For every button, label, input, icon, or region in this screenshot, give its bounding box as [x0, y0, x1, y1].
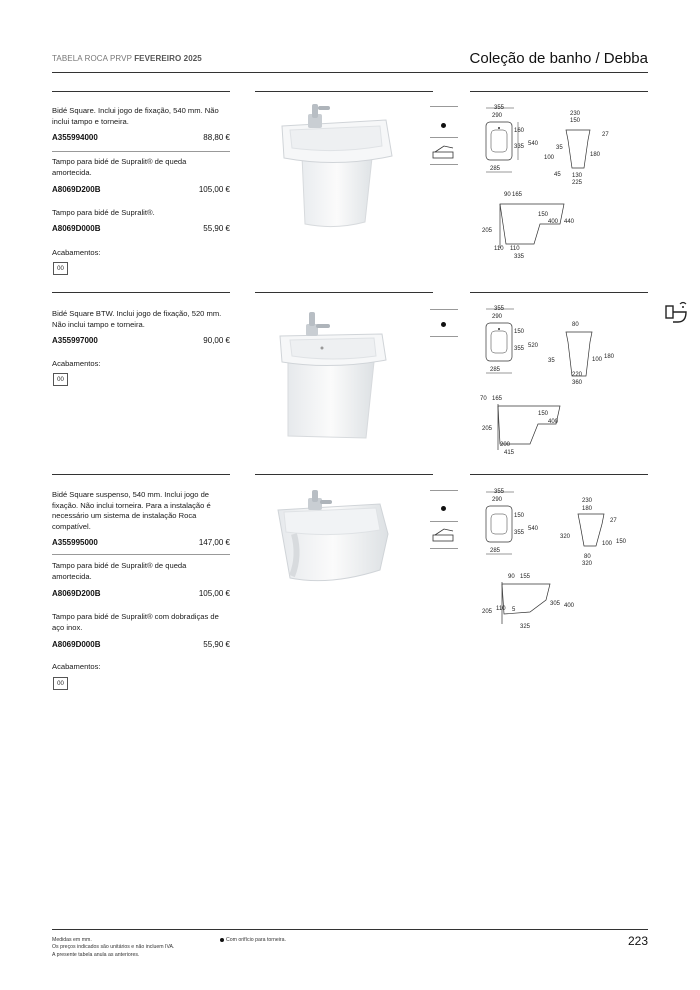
soft-close-seat-icon	[432, 527, 456, 548]
tap-hole-dot-icon	[441, 506, 446, 511]
accessory-price: 105,00 €	[198, 185, 230, 194]
dim-label: 45	[554, 172, 561, 178]
catalog-name: TABELA ROCA PRVP	[52, 54, 132, 63]
product-code: A355997000	[52, 336, 98, 345]
product-image-bidet-square-btw	[260, 300, 410, 450]
dim-label: 355	[514, 530, 525, 536]
dim-label: 205	[482, 426, 493, 432]
product-code: A355994000	[52, 133, 98, 142]
dim-label: 205	[482, 228, 493, 234]
finishes-label: Acabamentos:	[52, 359, 101, 368]
page-title: Coleção de banho / Debba	[469, 50, 648, 67]
dim-label: 540	[528, 141, 539, 147]
dim-label: 90	[508, 574, 515, 580]
item-divider	[52, 151, 230, 152]
icon-divider	[430, 106, 458, 107]
legend-text: Com orifício para torneira.	[226, 937, 286, 943]
accessory-description: Tampo para bidé de Supralit® de queda amortecida.	[52, 561, 187, 581]
dim-label: 180	[604, 354, 615, 360]
dim-label: 335	[514, 254, 525, 260]
dim-label: 400	[548, 419, 559, 425]
header-divider	[52, 72, 648, 73]
footer-legend	[220, 937, 286, 943]
dim-label: 165	[512, 192, 523, 198]
dim-label: 180	[582, 506, 593, 512]
dim-label: 520	[528, 343, 539, 349]
technical-drawing-side	[478, 392, 578, 463]
product-price: 147,00 €	[198, 538, 230, 547]
product-description: Bidé Square suspenso, 540 mm. Inclui jogo de fixação. Não inclui torneira. Para a instalação é necessário um sistema de instalação Roca compatível.	[52, 490, 211, 531]
icon-divider	[430, 309, 458, 310]
section-divider	[470, 91, 648, 92]
tap-hole-dot-icon	[441, 322, 446, 327]
product-price: 88,80 €	[203, 133, 230, 142]
dim-label: 230	[570, 111, 581, 117]
finish-swatch-white[interactable]: 00	[53, 262, 68, 275]
dim-label: 320	[560, 534, 571, 540]
dim-label: 540	[528, 526, 539, 532]
icon-divider	[430, 137, 458, 138]
section-divider	[255, 474, 433, 475]
accessory-price: 55,90 €	[203, 224, 230, 233]
dim-label: 80	[572, 322, 579, 328]
dim-label: 355	[514, 346, 525, 352]
dim-label: 400	[548, 219, 559, 225]
technical-drawing-side	[478, 190, 588, 267]
dim-label: 150	[514, 513, 525, 519]
section-divider	[255, 91, 433, 92]
section-divider	[470, 474, 648, 475]
technical-drawing-front	[478, 104, 548, 184]
dim-label: 35	[548, 358, 555, 364]
technical-drawing-side	[478, 570, 578, 637]
section-divider	[52, 91, 230, 92]
dim-label: 285	[490, 367, 501, 373]
icon-divider	[430, 521, 458, 522]
product-description: Bidé Square. Inclui jogo de fixação, 540 mm. Não inclui tampo e torneira.	[52, 106, 219, 126]
section-divider	[255, 292, 433, 293]
accessory-code: A8069D000B	[52, 224, 101, 233]
accessory-price: 105,00 €	[198, 589, 230, 598]
dim-label: 225	[572, 180, 583, 186]
dim-label: 100	[592, 357, 603, 363]
finish-swatch-white[interactable]: 00	[53, 677, 68, 690]
footer-note: Medidas em mm.	[52, 937, 92, 943]
dim-label: 285	[490, 548, 501, 554]
dim-label: 290	[492, 314, 503, 320]
dim-label: 335	[514, 144, 525, 150]
dim-label: 290	[492, 113, 503, 119]
product-code: A355995000	[52, 538, 98, 547]
dim-label: 230	[582, 498, 593, 504]
dim-label: 355	[494, 489, 505, 495]
dim-label: 110	[494, 246, 504, 252]
dim-label: 130	[572, 173, 583, 179]
icon-divider	[430, 490, 458, 491]
dim-label: 100	[544, 155, 555, 161]
accessory-description: Tampo para bidé de Supralit® com dobradiças de aço inox.	[52, 612, 219, 632]
dim-label: 5	[512, 607, 516, 613]
technical-drawing-back	[544, 108, 618, 191]
dim-label: 220	[572, 372, 583, 378]
dim-label: 205	[482, 609, 493, 615]
tap-hole-dot-icon	[220, 938, 224, 942]
product-image-bidet-square	[260, 96, 410, 241]
accessory-price: 55,90 €	[203, 640, 230, 649]
icon-divider	[430, 336, 458, 337]
dim-label: 150	[514, 329, 525, 335]
dim-label: 355	[494, 105, 505, 111]
dim-label: 35	[556, 145, 563, 151]
dim-label: 27	[602, 132, 609, 138]
dim-label: 150	[570, 118, 581, 124]
technical-drawing-front	[478, 305, 548, 385]
footer-note: A presente tabela anula as anteriores.	[52, 951, 140, 958]
accessory-code: A8069D200B	[52, 185, 101, 194]
dim-label: 400	[564, 603, 575, 609]
soft-close-seat-icon	[432, 144, 456, 165]
dim-label: 165	[492, 396, 503, 402]
section-divider	[52, 292, 230, 293]
dim-label: 160	[514, 128, 525, 134]
product-image-bidet-square-wall-hung	[260, 486, 410, 601]
dim-label: 415	[504, 450, 515, 456]
catalog-date: FEVEREIRO 2025	[134, 54, 202, 63]
bathroom-category-icon	[664, 300, 688, 335]
dim-label: 80	[584, 554, 591, 560]
dim-label: 285	[490, 166, 501, 172]
dim-label: 150	[538, 212, 549, 218]
dim-label: 440	[564, 219, 575, 225]
finishes-label: Acabamentos:	[52, 248, 101, 257]
section-divider	[470, 292, 648, 293]
footer-divider	[52, 929, 648, 930]
dim-label: 150	[616, 539, 627, 545]
technical-drawing-back	[548, 318, 618, 393]
dim-label: 150	[538, 411, 549, 417]
accessory-code: A8069D000B	[52, 640, 101, 649]
dim-label: 180	[590, 152, 601, 158]
dim-label: 325	[520, 624, 531, 630]
icon-divider	[430, 548, 458, 549]
technical-drawing-front	[478, 488, 548, 565]
tap-hole-dot-icon	[441, 123, 446, 128]
dim-label: 305	[550, 601, 561, 607]
item-divider	[52, 554, 230, 555]
catalog-title	[52, 54, 202, 63]
finishes-label: Acabamentos:	[52, 662, 101, 671]
page-number: 223	[627, 934, 648, 948]
dim-label: 360	[572, 380, 583, 386]
accessory-description: Tampo para bidé de Supralit® de queda amortecida.	[52, 157, 187, 177]
dim-label: 155	[520, 574, 531, 580]
icon-divider	[430, 164, 458, 165]
dim-label: 70	[480, 396, 487, 402]
footer-notes	[52, 937, 174, 959]
accessory-description: Tampo para bidé de Supralit®.	[52, 208, 155, 217]
dim-label: 27	[610, 518, 617, 524]
technical-drawing-back	[556, 496, 632, 573]
footer-note: Os preços indicados são unitários e não incluem IVA.	[52, 944, 175, 951]
section-divider	[52, 474, 230, 475]
dim-label: 290	[492, 497, 503, 503]
dim-label: 355	[494, 306, 505, 312]
dim-label: 320	[582, 561, 593, 567]
product-description: Bidé Square BTW. Inclui jogo de fixação, 520 mm. Não inclui tampo e torneira.	[52, 309, 222, 329]
product-price: 90,00 €	[203, 336, 230, 345]
dim-label: 110	[496, 606, 506, 612]
dim-label: 200	[500, 442, 511, 448]
accessory-code: A8069D200B	[52, 589, 101, 598]
finish-swatch-white[interactable]: 00	[53, 373, 68, 386]
dim-label: 100	[602, 541, 613, 547]
dim-label: 110	[510, 246, 520, 252]
dim-label: 90	[504, 192, 511, 198]
